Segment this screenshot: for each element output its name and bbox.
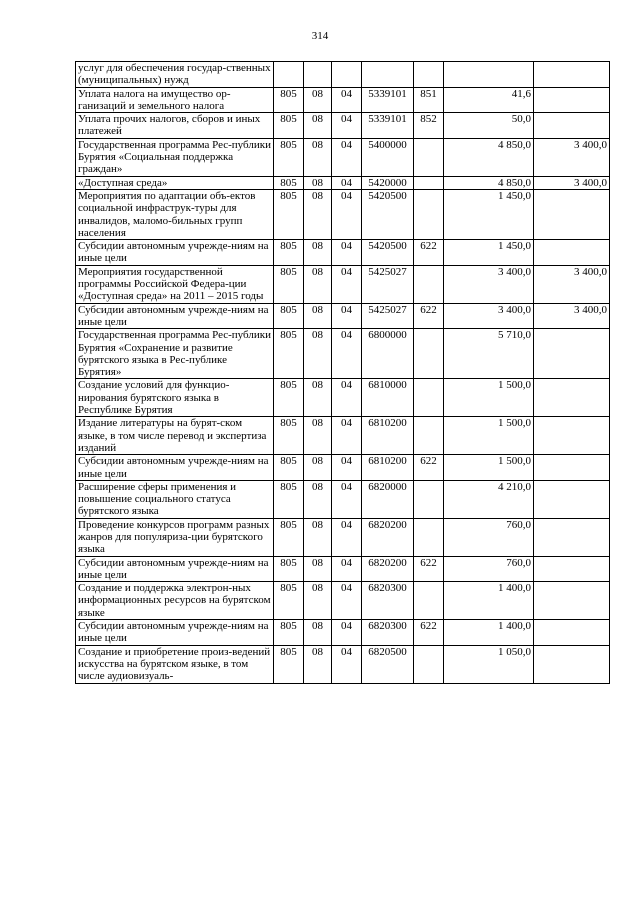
amount-total: 50,0	[444, 113, 534, 139]
row-name: Проведение конкурсов программ разных жанров для популяриза-ции бурятского языка	[76, 518, 274, 556]
subsection-code: 04	[332, 329, 362, 379]
subsection-code	[332, 62, 362, 88]
table-row	[76, 556, 610, 582]
row-name: Субсидии автономным учрежде-ниям на иные цели	[76, 240, 274, 266]
table-body	[76, 62, 610, 684]
row-name: Мероприятия государственной программы Российской Федера-ции «Доступная среда» на 2011 – 2015 годы	[76, 265, 274, 303]
row-name: Субсидии автономным учрежде-ниям на иные цели	[76, 556, 274, 582]
section-code: 08	[304, 518, 332, 556]
target-article-code: 5339101	[362, 113, 414, 139]
amount-total: 1 500,0	[444, 379, 534, 417]
expense-type-code: 622	[414, 455, 444, 481]
subsection-code: 04	[332, 480, 362, 518]
section-code: 08	[304, 620, 332, 646]
table-row	[76, 455, 610, 481]
ministry-code: 805	[274, 480, 304, 518]
table-row	[76, 620, 610, 646]
row-name: Создание условий для функцио-нирования бурятского языка в Республике Бурятия	[76, 379, 274, 417]
amount-total: 1 500,0	[444, 417, 534, 455]
expense-type-code	[414, 189, 444, 239]
subsection-code: 04	[332, 645, 362, 683]
target-article-code: 6810200	[362, 417, 414, 455]
amount-federal	[534, 379, 610, 417]
amount-total: 4 850,0	[444, 176, 534, 189]
section-code: 08	[304, 645, 332, 683]
row-name: Мероприятия по адаптации объ-ектов социальной инфраструк-туры для инвалидов, маломо-бильных групп населения	[76, 189, 274, 239]
subsection-code: 04	[332, 417, 362, 455]
section-code: 08	[304, 455, 332, 481]
section-code: 08	[304, 582, 332, 620]
section-code: 08	[304, 480, 332, 518]
amount-federal	[534, 645, 610, 683]
ministry-code: 805	[274, 303, 304, 329]
section-code	[304, 62, 332, 88]
row-name: Субсидии автономным учрежде-ниям на иные цели	[76, 620, 274, 646]
amount-total: 1 400,0	[444, 620, 534, 646]
amount-federal	[534, 329, 610, 379]
expense-type-code	[414, 480, 444, 518]
table-row	[76, 518, 610, 556]
subsection-code: 04	[332, 176, 362, 189]
target-article-code: 6800000	[362, 329, 414, 379]
amount-total: 1 450,0	[444, 189, 534, 239]
target-article-code: 5400000	[362, 138, 414, 176]
expense-type-code: 622	[414, 303, 444, 329]
table-row	[76, 62, 610, 88]
section-code: 08	[304, 87, 332, 113]
expense-type-code	[414, 582, 444, 620]
target-article-code: 5425027	[362, 265, 414, 303]
amount-total: 1 450,0	[444, 240, 534, 266]
table-row	[76, 113, 610, 139]
amount-total: 41,6	[444, 87, 534, 113]
table-row	[76, 87, 610, 113]
ministry-code: 805	[274, 240, 304, 266]
ministry-code: 805	[274, 113, 304, 139]
subsection-code: 04	[332, 87, 362, 113]
target-article-code: 5420500	[362, 240, 414, 266]
amount-federal	[534, 240, 610, 266]
subsection-code: 04	[332, 113, 362, 139]
amount-federal	[534, 87, 610, 113]
expense-type-code: 852	[414, 113, 444, 139]
table-row	[76, 582, 610, 620]
section-code: 08	[304, 138, 332, 176]
page-number: 314	[311, 30, 329, 42]
amount-federal	[534, 189, 610, 239]
expense-type-code	[414, 138, 444, 176]
target-article-code	[362, 62, 414, 88]
subsection-code: 04	[332, 303, 362, 329]
ministry-code: 805	[274, 138, 304, 176]
expense-type-code	[414, 265, 444, 303]
section-code: 08	[304, 240, 332, 266]
ministry-code: 805	[274, 189, 304, 239]
amount-federal: 3 400,0	[534, 303, 610, 329]
ministry-code: 805	[274, 176, 304, 189]
row-name: Уплата прочих налогов, сборов и иных платежей	[76, 113, 274, 139]
table-row	[76, 176, 610, 189]
target-article-code: 6810000	[362, 379, 414, 417]
expense-type-code: 622	[414, 240, 444, 266]
target-article-code: 6820200	[362, 556, 414, 582]
ministry-code: 805	[274, 620, 304, 646]
expense-type-code	[414, 176, 444, 189]
table-row	[76, 303, 610, 329]
amount-total: 760,0	[444, 518, 534, 556]
amount-total: 4 210,0	[444, 480, 534, 518]
ministry-code: 805	[274, 455, 304, 481]
amount-total: 4 850,0	[444, 138, 534, 176]
row-name: Расширение сферы применения и повышение социального статуса бурятского языка	[76, 480, 274, 518]
amount-federal: 3 400,0	[534, 265, 610, 303]
target-article-code: 5420000	[362, 176, 414, 189]
ministry-code	[274, 62, 304, 88]
row-name: Создание и приобретение произ-ведений искусства на бурятском языке, в том числе аудиовизуаль-	[76, 645, 274, 683]
subsection-code: 04	[332, 189, 362, 239]
amount-federal	[534, 455, 610, 481]
target-article-code: 5339101	[362, 87, 414, 113]
amount-federal	[534, 556, 610, 582]
section-code: 08	[304, 556, 332, 582]
section-code: 08	[304, 303, 332, 329]
section-code: 08	[304, 417, 332, 455]
amount-federal	[534, 113, 610, 139]
subsection-code: 04	[332, 265, 362, 303]
table-row	[76, 329, 610, 379]
section-code: 08	[304, 189, 332, 239]
amount-total: 1 500,0	[444, 455, 534, 481]
section-code: 08	[304, 265, 332, 303]
amount-total: 3 400,0	[444, 265, 534, 303]
expense-type-code: 851	[414, 87, 444, 113]
table-row	[76, 417, 610, 455]
row-name: Субсидии автономным учрежде-ниям на иные цели	[76, 303, 274, 329]
row-name: «Доступная среда»	[76, 176, 274, 189]
subsection-code: 04	[332, 138, 362, 176]
subsection-code: 04	[332, 556, 362, 582]
row-name: Государственная программа Рес-публики Бурятия «Социальная поддержка граждан»	[76, 138, 274, 176]
amount-total: 3 400,0	[444, 303, 534, 329]
row-name: Субсидии автономным учрежде-ниям на иные цели	[76, 455, 274, 481]
target-article-code: 6820500	[362, 645, 414, 683]
expense-type-code: 622	[414, 556, 444, 582]
ministry-code: 805	[274, 582, 304, 620]
amount-federal	[534, 62, 610, 88]
section-code: 08	[304, 379, 332, 417]
expense-type-code	[414, 379, 444, 417]
subsection-code: 04	[332, 455, 362, 481]
section-code: 08	[304, 113, 332, 139]
section-code: 08	[304, 329, 332, 379]
table-row	[76, 645, 610, 683]
ministry-code: 805	[274, 417, 304, 455]
table-row	[76, 480, 610, 518]
subsection-code: 04	[332, 582, 362, 620]
subsection-code: 04	[332, 518, 362, 556]
target-article-code: 6820300	[362, 582, 414, 620]
table-row	[76, 240, 610, 266]
target-article-code: 6820300	[362, 620, 414, 646]
subsection-code: 04	[332, 620, 362, 646]
amount-federal	[534, 417, 610, 455]
amount-federal	[534, 480, 610, 518]
ministry-code: 805	[274, 329, 304, 379]
target-article-code: 6820000	[362, 480, 414, 518]
table-row	[76, 189, 610, 239]
amount-federal	[534, 518, 610, 556]
amount-federal	[534, 620, 610, 646]
ministry-code: 805	[274, 556, 304, 582]
row-name: Издание литературы на бурят-ском языке, в том числе перевод и экспертиза изданий	[76, 417, 274, 455]
target-article-code: 6810200	[362, 455, 414, 481]
target-article-code: 5420500	[362, 189, 414, 239]
expense-type-code: 622	[414, 620, 444, 646]
amount-federal: 3 400,0	[534, 138, 610, 176]
expense-type-code	[414, 417, 444, 455]
amount-total	[444, 62, 534, 88]
target-article-code: 6820200	[362, 518, 414, 556]
expense-type-code	[414, 518, 444, 556]
row-name: Государственная программа Рес-публики Бурятия «Сохранение и развитие бурятского языка в Рес-публике Бурятия»	[76, 329, 274, 379]
target-article-code: 5425027	[362, 303, 414, 329]
subsection-code: 04	[332, 240, 362, 266]
expense-type-code	[414, 645, 444, 683]
subsection-code: 04	[332, 379, 362, 417]
ministry-code: 805	[274, 645, 304, 683]
amount-total: 1 050,0	[444, 645, 534, 683]
amount-federal: 3 400,0	[534, 176, 610, 189]
row-name: Создание и поддержка электрон-ных информационных ресурсов на бурятском языке	[76, 582, 274, 620]
amount-total: 5 710,0	[444, 329, 534, 379]
expense-type-code	[414, 329, 444, 379]
table-row	[76, 265, 610, 303]
section-code: 08	[304, 176, 332, 189]
row-name: услуг для обеспечения государ-ственных (муниципальных) нужд	[76, 62, 274, 88]
row-name: Уплата налога на имущество ор-ганизаций и земельного налога	[76, 87, 274, 113]
ministry-code: 805	[274, 87, 304, 113]
amount-federal	[534, 582, 610, 620]
expense-type-code	[414, 62, 444, 88]
amount-total: 760,0	[444, 556, 534, 582]
ministry-code: 805	[274, 379, 304, 417]
ministry-code: 805	[274, 518, 304, 556]
amount-total: 1 400,0	[444, 582, 534, 620]
budget-table	[75, 61, 610, 684]
ministry-code: 805	[274, 265, 304, 303]
table-row	[76, 379, 610, 417]
table-row	[76, 138, 610, 176]
